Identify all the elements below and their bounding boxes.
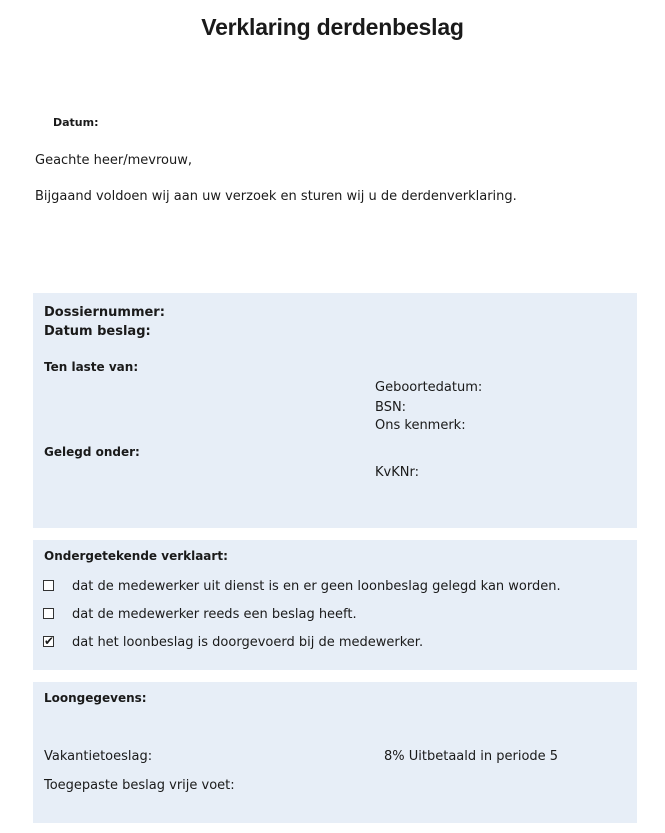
salary-heading: Loongegevens:	[44, 691, 147, 705]
holiday-allowance-label: Vakantietoeslag:	[44, 749, 153, 764]
declaration-option-2-label: dat de medewerker reeds een beslag heeft.	[72, 607, 357, 622]
declaration-checkbox-2[interactable]	[43, 608, 54, 619]
declaration-option-1-label: dat de medewerker uit dienst is en er geen loonbeslag gelegd kan worden.	[72, 579, 561, 594]
debtor-label: Ten laste van:	[44, 360, 139, 374]
holiday-allowance-value: 8% Uitbetaald in periode 5	[384, 749, 559, 764]
kvk-label: KvKNr:	[375, 465, 419, 480]
declaration-checkbox-1[interactable]	[43, 580, 54, 591]
intro-text: Bijgaand voldoen wij aan uw verzoek en sturen wij u de derdenverklaring.	[35, 189, 517, 204]
birthdate-label: Geboortedatum:	[375, 380, 483, 395]
declaration-option-3-label: dat het loonbeslag is doorgevoerd bij de medewerker.	[72, 635, 424, 650]
dossier-number-label: Dossiernummer:	[44, 305, 165, 320]
seizure-date-label: Datum beslag:	[44, 324, 151, 339]
reference-label: Ons kenmerk:	[375, 418, 466, 433]
declaration-checkbox-3[interactable]: ✔	[44, 634, 55, 648]
exempt-amount-label: Toegepaste beslag vrije voet:	[44, 778, 235, 793]
document-title: Verklaring derdenbeslag	[201, 14, 464, 40]
bsn-label: BSN:	[375, 400, 407, 415]
garnishee-label: Gelegd onder:	[44, 445, 140, 459]
date-label: Datum:	[53, 116, 99, 129]
greeting: Geachte heer/mevrouw,	[35, 153, 192, 168]
declaration-heading: Ondergetekende verklaart:	[44, 549, 228, 563]
